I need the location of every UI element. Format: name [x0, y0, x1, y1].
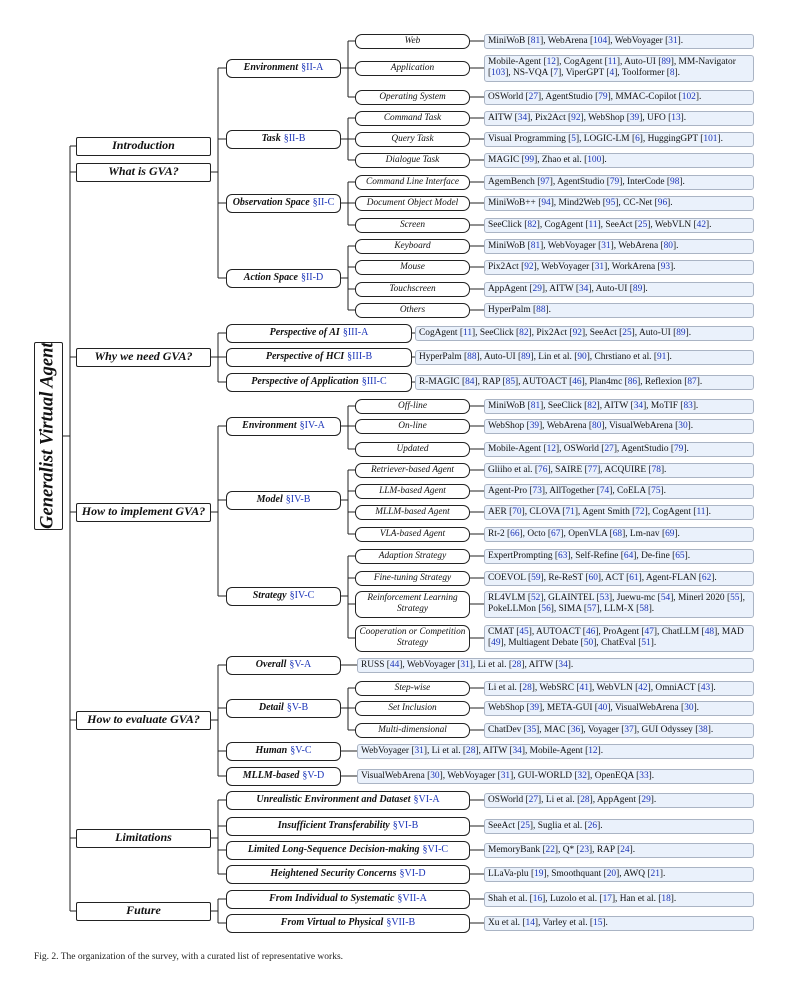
virtual-physical-section-ref: §VII-B	[386, 917, 416, 929]
task-label: Task	[261, 133, 281, 145]
observation-space-label: Observation Space	[232, 197, 310, 209]
works-application	[484, 55, 754, 82]
category-introduction: Introduction	[76, 137, 211, 156]
node-command-task: Command Task	[355, 111, 470, 126]
works-perspective-hci	[415, 350, 754, 365]
works-vla-based-agent	[484, 527, 754, 542]
works-individual	[484, 892, 754, 907]
subcategory-environment	[226, 59, 341, 78]
works-text: R-MAGIC [84], RAP [85], AUTOACT [46], Plan4mc [86], Reflexion [87].	[419, 376, 703, 387]
works-text: OSWorld [27], AgentStudio [79], MMAC-Copilot [102].	[488, 91, 702, 102]
node-adaption-strategy: Adaption Strategy	[355, 549, 470, 564]
works-step-wise	[484, 681, 754, 696]
works-command-line-interface	[484, 175, 754, 190]
perspective-ai-label: Perspective of AI	[269, 327, 340, 339]
node-web: Web	[355, 34, 470, 49]
works-command-task	[484, 111, 754, 126]
node-off-line: Off-line	[355, 399, 470, 414]
detail-label: Detail	[258, 702, 284, 714]
limited-long-section-ref: §VI-C	[422, 844, 449, 856]
works-insufficient	[484, 819, 754, 834]
subcategory-limited-long	[226, 841, 470, 860]
strategy-label: Strategy	[252, 590, 287, 602]
subcategory-perspective-ai	[226, 324, 412, 343]
perspective-application-label: Perspective of Application	[251, 376, 359, 388]
action-space-label: Action Space	[243, 272, 298, 284]
node-touchscreen: Touchscreen	[355, 282, 470, 297]
works-text: Xu et al. [14], Varley et al. [15].	[488, 917, 608, 928]
works-overall	[357, 658, 754, 673]
unrealistic-section-ref: §VI-A	[413, 794, 440, 806]
perspective-hci-label: Perspective of HCI	[265, 351, 345, 363]
subcategory-task	[226, 130, 341, 149]
node-application: Application	[355, 61, 470, 76]
environment-section-ref: §II-A	[301, 62, 324, 74]
works-perspective-application	[415, 375, 754, 390]
subcategory-impl-environment	[226, 417, 341, 436]
works-mllm-based-agent	[484, 505, 754, 520]
works-off-line	[484, 399, 754, 414]
subcategory-action-space	[226, 269, 341, 288]
node-fine-tuning-strategy: Fine-tuning Strategy	[355, 571, 470, 586]
works-virtual-physical	[484, 916, 754, 931]
subcategory-individual	[226, 890, 470, 909]
works-text: RUSS [44], WebVoyager [31], Li et al. [28], AITW [34].	[361, 659, 574, 670]
subcategory-observation-space	[226, 194, 341, 213]
mllm-based-label: MLLM-based	[242, 770, 300, 782]
node-on-line: On-line	[355, 419, 470, 434]
subcategory-overall	[226, 656, 341, 675]
human-section-ref: §V-C	[290, 745, 312, 757]
works-text: RL4VLM [52], GLAINTEL [53], Juewu-mc [54], Minerl 2020 [55], PokeLLMon [56], SIMA [57], LLM-X [58].	[488, 593, 745, 614]
subcategory-detail	[226, 699, 341, 718]
works-text: Shah et al. [16], Luzolo et al. [17], Han et al. [18].	[488, 893, 677, 904]
works-retriever-based-agent	[484, 463, 754, 478]
action-space-section-ref: §II-D	[300, 272, 324, 284]
node-screen: Screen	[355, 218, 470, 233]
individual-section-ref: §VII-A	[397, 893, 427, 905]
works-mllm-based	[357, 769, 754, 784]
works-text: WebShop [39], META-GUI [40], VisualWebArena [30].	[488, 702, 700, 713]
works-llm-based-agent	[484, 484, 754, 499]
category-future: Future	[76, 902, 211, 921]
works-text: AER [70], CLOVA [71], Agent Smith [72], CogAgent [11].	[488, 506, 711, 517]
works-text: HyperPalm [88].	[488, 304, 552, 315]
works-text: AppAgent [29], AITW [34], Auto-UI [89].	[488, 283, 648, 294]
works-text: Pix2Act [92], WebVoyager [31], WorkArena [93].	[488, 261, 676, 272]
node-step-wise: Step-wise	[355, 681, 470, 696]
works-heightened	[484, 867, 754, 882]
works-perspective-ai	[415, 326, 754, 341]
root-node	[34, 342, 63, 530]
works-text: AgemBench [97], AgentStudio [79], InterCode [98].	[488, 176, 685, 187]
works-text: AITW [34], Pix2Act [92], WebShop [39], UFO [13].	[488, 112, 687, 123]
root-title: Generalist Virtual Agent	[37, 342, 58, 530]
works-unrealistic	[484, 793, 754, 808]
works-adaption-strategy	[484, 549, 754, 564]
limited-long-label: Limited Long-Sequence Decision-making	[247, 844, 420, 856]
category-how-to-evaluate-gva: How to evaluate GVA?	[76, 711, 211, 730]
overall-label: Overall	[255, 659, 287, 671]
heightened-label: Heightened Security Concerns	[270, 868, 397, 880]
works-text: MAGIC [99], Zhao et al. [100].	[488, 154, 607, 165]
strategy-section-ref: §IV-C	[289, 590, 315, 602]
node-query-task: Query Task	[355, 132, 470, 147]
works-text: MiniWoB [81], WebArena [104], WebVoyager [31].	[488, 35, 684, 46]
environment-label: Environment	[243, 62, 299, 74]
works-query-task	[484, 132, 754, 147]
perspective-application-section-ref: §III-C	[361, 376, 387, 388]
works-cooperation-or-competition-strategy	[484, 625, 754, 652]
works-text: OSWorld [27], Li et al. [28], AppAgent [29].	[488, 794, 657, 805]
impl-environment-label: Environment	[242, 420, 297, 432]
works-text: MiniWoB [81], WebVoyager [31], WebArena [80].	[488, 240, 679, 251]
impl-environment-section-ref: §IV-A	[299, 420, 325, 432]
node-multi-dimensional: Multi-dimensional	[355, 723, 470, 738]
works-text: Mobile-Agent [12], OSWorld [27], AgentStudio [79].	[488, 443, 689, 454]
perspective-ai-section-ref: §III-A	[342, 327, 369, 339]
works-updated	[484, 442, 754, 457]
works-keyboard	[484, 239, 754, 254]
works-on-line	[484, 419, 754, 434]
node-command-line-interface: Command Line Interface	[355, 175, 470, 190]
subcategory-perspective-hci	[226, 348, 412, 367]
works-others	[484, 303, 754, 318]
works-document-object-model	[484, 196, 754, 211]
overall-section-ref: §V-A	[289, 659, 312, 671]
unrealistic-label: Unrealistic Environment and Dataset	[256, 794, 411, 806]
human-label: Human	[255, 745, 288, 757]
insufficient-section-ref: §VI-B	[392, 820, 419, 832]
works-dialogue-task	[484, 153, 754, 168]
works-text: MiniWoB++ [94], Mind2Web [95], CC-Net [96].	[488, 197, 673, 208]
node-mouse: Mouse	[355, 260, 470, 275]
works-multi-dimensional	[484, 723, 754, 738]
works-text: VisualWebArena [30], WebVoyager [31], GUI-WORLD [32], OpenEQA [33].	[361, 770, 655, 781]
subcategory-human	[226, 742, 341, 761]
works-fine-tuning-strategy	[484, 571, 754, 586]
works-text: SeeClick [82], CogAgent [11], SeeAct [25], WebVLN [42].	[488, 219, 712, 230]
works-text: Rt-2 [66], Octo [67], OpenVLA [68], Lm-nav [69].	[488, 528, 680, 539]
heightened-section-ref: §VI-D	[399, 868, 426, 880]
node-mllm-based-agent: MLLM-based Agent	[355, 505, 470, 520]
works-text: LLaVa-plu [19], Smoothquant [20], AWQ [21].	[488, 868, 666, 879]
node-operating-system: Operating System	[355, 90, 470, 105]
node-dialogue-task: Dialogue Task	[355, 153, 470, 168]
works-text: MemoryBank [22], Q* [23], RAP [24].	[488, 844, 636, 855]
subcategory-strategy	[226, 587, 341, 606]
works-limited-long	[484, 843, 754, 858]
node-vla-based-agent: VLA-based Agent	[355, 527, 470, 542]
works-operating-system	[484, 90, 754, 105]
subcategory-insufficient	[226, 817, 470, 836]
subcategory-unrealistic	[226, 791, 470, 810]
works-text: CogAgent [11], SeeClick [82], Pix2Act [92], SeeAct [25], Auto-UI [89].	[419, 327, 692, 338]
subcategory-model	[226, 491, 341, 510]
node-cooperation-or-competition-strategy: Cooperation or Competition Strategy	[355, 625, 470, 652]
subcategory-perspective-application	[226, 373, 412, 392]
works-reinforcement-learning-strategy	[484, 591, 754, 618]
model-label: Model	[256, 494, 283, 506]
subcategory-mllm-based	[226, 767, 341, 786]
works-web	[484, 34, 754, 49]
node-updated: Updated	[355, 442, 470, 457]
works-text: ChatDev [35], MAC [36], Voyager [37], GUI Odyssey [38].	[488, 724, 714, 735]
virtual-physical-label: From Virtual to Physical	[280, 917, 384, 929]
works-screen	[484, 218, 754, 233]
category-what-is-gva: What is GVA?	[76, 163, 211, 182]
works-text: HyperPalm [88], Auto-UI [89], Lin et al. [90], Chrstiano et al. [91].	[419, 351, 672, 362]
works-text: ExpertPrompting [63], Self-Refine [64], De-fine [65].	[488, 550, 691, 561]
node-document-object-model: Document Object Model	[355, 196, 470, 211]
detail-section-ref: §V-B	[286, 702, 309, 714]
perspective-hci-section-ref: §III-B	[347, 351, 373, 363]
works-text: Li et al. [28], WebSRC [41], WebVLN [42], OmniACT [43].	[488, 682, 716, 693]
observation-space-section-ref: §II-C	[312, 197, 335, 209]
mllm-based-section-ref: §V-D	[302, 770, 325, 782]
works-text: SeeAct [25], Suglia et al. [26].	[488, 820, 603, 831]
works-text: Agent-Pro [73], AllTogether [74], CoELA [75].	[488, 485, 666, 496]
node-retriever-based-agent: Retriever-based Agent	[355, 463, 470, 478]
task-section-ref: §II-B	[283, 133, 306, 145]
works-text: WebVoyager [31], Li et al. [28], AITW [34], Mobile-Agent [12].	[361, 745, 604, 756]
works-text: CMAT [45], AUTOACT [46], ProAgent [47], ChatLLM [48], MAD [49], Multiagent Debate [50], ChatEval [51].	[488, 627, 744, 648]
works-text: COEVOL [59], Re-ReST [60], ACT [61], Agent-FLAN [62].	[488, 572, 717, 583]
node-keyboard: Keyboard	[355, 239, 470, 254]
category-why-we-need-gva: Why we need GVA?	[76, 348, 211, 367]
model-section-ref: §IV-B	[285, 494, 311, 506]
node-reinforcement-learning-strategy: Reinforcement Learning Strategy	[355, 591, 470, 618]
works-mouse	[484, 260, 754, 275]
node-llm-based-agent: LLM-based Agent	[355, 484, 470, 499]
works-human	[357, 744, 754, 759]
category-how-to-implement-gva: How to implement GVA?	[76, 503, 211, 522]
works-text: MiniWoB [81], SeeClick [82], AITW [34], MoTIF [83].	[488, 400, 699, 411]
category-limitations: Limitations	[76, 829, 211, 848]
figure-caption: Fig. 2. The organization of the survey, with a curated list of representative works.	[34, 952, 344, 962]
works-set-inclusion	[484, 701, 754, 716]
works-text: WebShop [39], WebArena [80], VisualWebArena [30].	[488, 420, 694, 431]
subcategory-heightened	[226, 865, 470, 884]
works-text: Mobile-Agent [12], CogAgent [11], Auto-UI [89], MM-Navigator [103], NS-VQA [7], ViperGPT [4], Toolformer [8].	[488, 57, 736, 78]
works-text: Gliiho et al. [76], SAIRE [77], ACQUIRE [78].	[488, 464, 667, 475]
subcategory-virtual-physical	[226, 914, 470, 933]
node-set-inclusion: Set Inclusion	[355, 701, 470, 716]
individual-label: From Individual to Systematic	[269, 893, 395, 905]
insufficient-label: Insufficient Transferability	[277, 820, 390, 832]
node-others: Others	[355, 303, 470, 318]
works-text: Visual Programming [5], LOGIC-LM [6], HuggingGPT [101].	[488, 133, 723, 144]
works-touchscreen	[484, 282, 754, 297]
